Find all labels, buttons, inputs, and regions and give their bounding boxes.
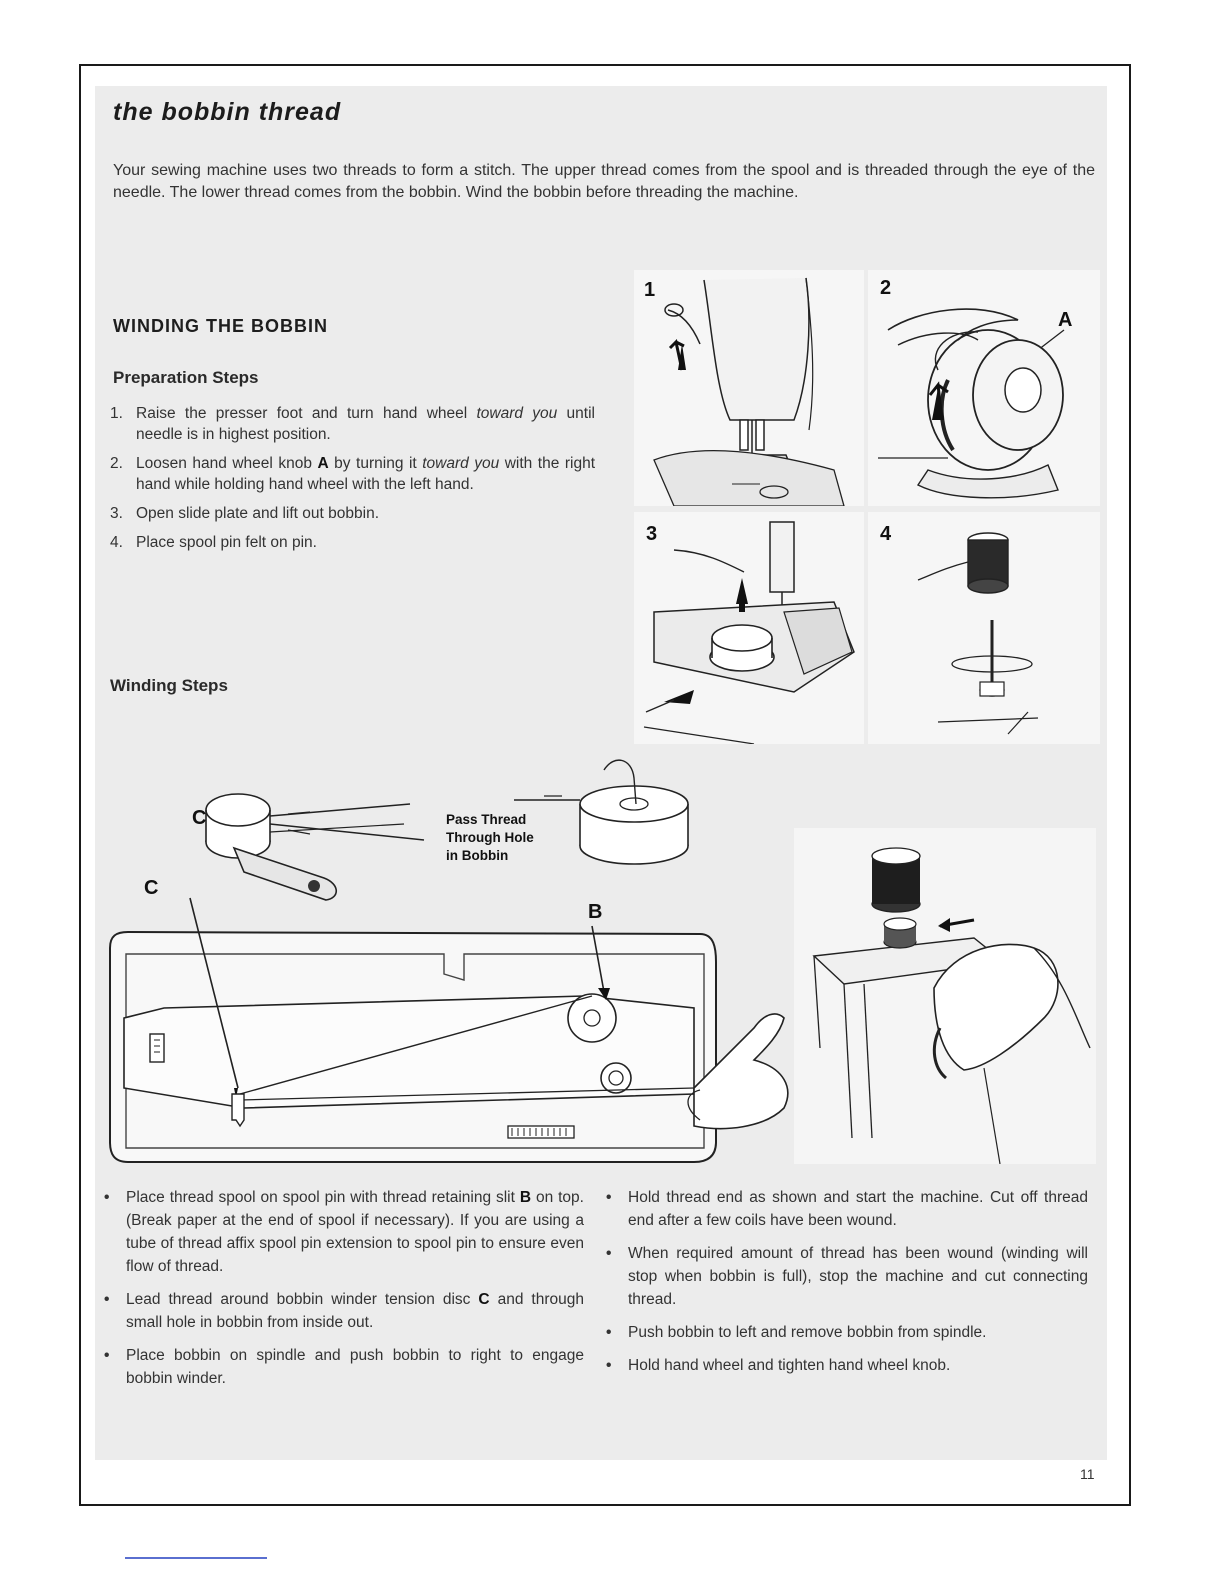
footer-divider: [125, 1557, 267, 1559]
key-letter: C: [478, 1291, 490, 1308]
step-number: 2.: [110, 455, 123, 472]
step-text: Raise the presser foot and turn hand wheel: [136, 405, 477, 422]
step-emphasis: toward you: [422, 455, 500, 472]
bullet-glyph: •: [606, 1245, 612, 1262]
preparation-step: [110, 453, 595, 495]
item-text: Hold thread end as shown and start the machine. Cut off thread end after a few coils have been wound.: [628, 1189, 1088, 1229]
key-letter: A: [317, 455, 329, 472]
item-text: Place thread spool on spool pin with thread retaining slit: [126, 1189, 520, 1206]
figure-loosen-knob: [868, 270, 1100, 506]
callout-line: in Bobbin: [446, 848, 509, 863]
step-text: until needle is in highest position.: [136, 405, 595, 443]
intro-paragraph: Your sewing machine uses two threads to form a stitch. The upper thread comes from the spool and is threaded through the eye of the needle. The lower thread comes from the bobbin. Wind the bobbin before threading the machine.: [113, 162, 1095, 201]
figure-2-illustration: [868, 270, 1100, 506]
label-b: B: [588, 901, 603, 923]
label-c: C: [144, 877, 159, 899]
figure-number: 4: [880, 523, 892, 545]
item-text: Hold hand wheel and tighten hand wheel knob.: [628, 1357, 951, 1374]
step-text: Loosen hand wheel knob: [136, 455, 318, 472]
item-text: and through small hole in bobbin from inside out.: [126, 1291, 585, 1331]
winding-steps-left: [104, 1186, 584, 1400]
preparation-step: [110, 532, 595, 553]
section-heading: WINDING THE BOBBIN: [113, 316, 328, 336]
item-text: Place bobbin on spindle and push bobbin to right to engage bobbin winder.: [126, 1347, 584, 1387]
key-letter: B: [519, 1189, 532, 1206]
bullet-glyph: •: [606, 1324, 612, 1341]
step-text: with the right hand while holding hand wheel with the left hand.: [136, 455, 596, 493]
step-emphasis: toward you: [476, 405, 558, 422]
bullet-glyph: •: [606, 1357, 612, 1374]
list-item: [606, 1186, 1088, 1232]
preparation-heading: Preparation Steps: [113, 368, 259, 387]
figure-4-illustration: [868, 512, 1100, 744]
item-text: Push bobbin to left and remove bobbin from spindle.: [628, 1324, 987, 1341]
preparation-step: [110, 503, 595, 524]
figure-number: 3: [646, 523, 658, 545]
list-item: [104, 1344, 584, 1390]
item-text: When required amount of thread has been wound (winding will stop when bobbin is full), stop the machine and cut connecting thread.: [628, 1245, 1088, 1308]
preparation-steps: [110, 403, 595, 561]
step-text: Place spool pin felt on pin.: [136, 534, 317, 551]
figure-3-illustration: [634, 512, 864, 744]
item-text: Lead thread around bobbin winder tension disc: [126, 1291, 479, 1308]
step-number: 4.: [110, 534, 123, 551]
list-item: [606, 1242, 1088, 1311]
machine-top-view-illustration: [104, 748, 1096, 1164]
label-c-small: C: [192, 807, 207, 829]
figure-1-illustration: [634, 270, 864, 506]
list-item: [104, 1288, 584, 1334]
page-title: the bobbin thread: [113, 98, 342, 126]
list-item: [606, 1354, 1088, 1377]
figure-label-a: A: [1058, 309, 1073, 331]
figure-raise-presser-foot: [634, 270, 864, 506]
list-item: [104, 1186, 584, 1278]
winding-heading: Winding Steps: [110, 676, 228, 695]
step-text: by turning it: [328, 455, 423, 472]
figure-spool-pin-felt: [868, 512, 1100, 744]
page-number: 11: [1080, 1466, 1095, 1482]
bullet-glyph: •: [104, 1189, 110, 1206]
callout-line: Through Hole: [446, 830, 534, 845]
bullet-glyph: •: [104, 1347, 110, 1364]
figure-number: 2: [880, 277, 892, 299]
step-number: 3.: [110, 505, 123, 522]
step-text: Open slide plate and lift out bobbin.: [136, 505, 380, 522]
callout-line: Pass Thread: [446, 812, 527, 827]
list-item: [606, 1321, 1088, 1344]
figure-lift-out-bobbin: [634, 512, 864, 744]
figure-number: 1: [644, 279, 656, 301]
preparation-step: [110, 403, 595, 445]
bullet-glyph: •: [606, 1189, 612, 1206]
winding-steps-right: [606, 1186, 1088, 1387]
item-text: on top. (Break paper at the end of spool if necessary). If you are using a tube of thread affix spool pin extension to spool pin to ensure even flow of thread.: [126, 1189, 584, 1275]
figure-winding-diagram: [104, 748, 1096, 1164]
bullet-glyph: •: [104, 1291, 110, 1308]
step-number: 1.: [110, 405, 123, 422]
